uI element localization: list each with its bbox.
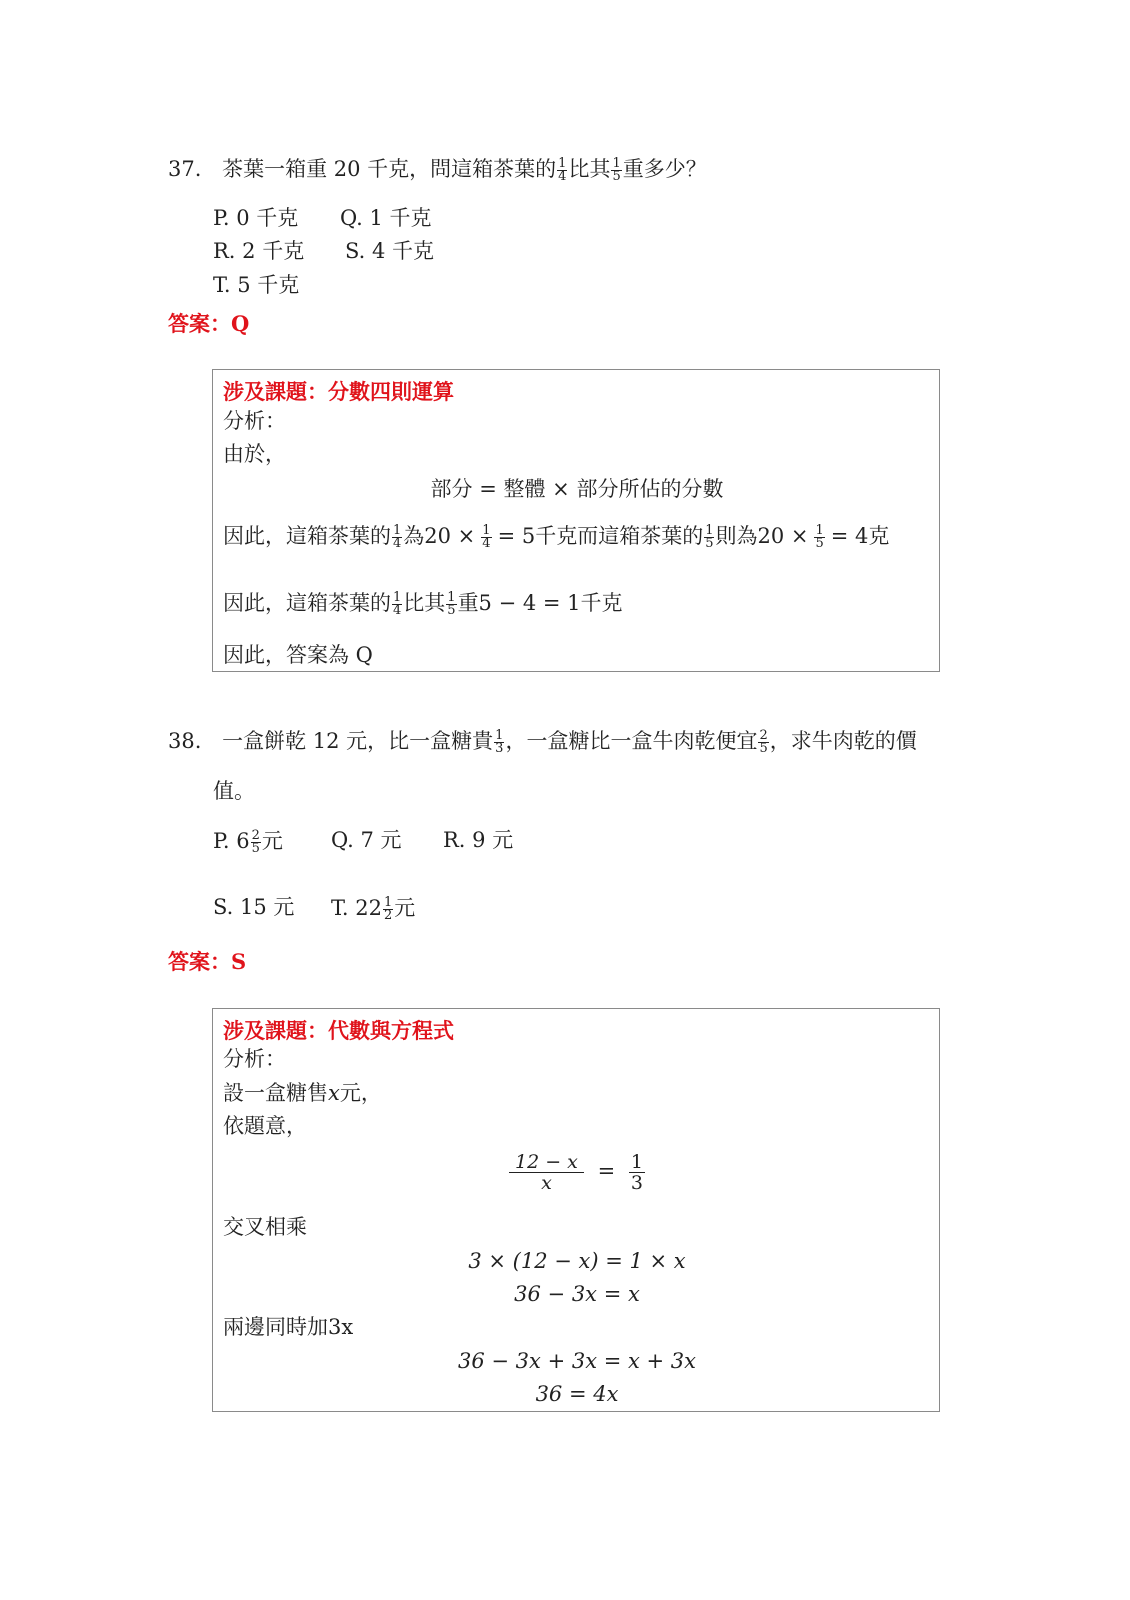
equation-fraction: $\frac{12 - x}{x}$ = $\frac{1}{3}$ xyxy=(213,1152,941,1193)
topic-heading: 涉及課題：代數與方程式 xyxy=(223,1018,454,1043)
equation: 36 = 4x xyxy=(535,1382,619,1406)
option-s: S. 15 元 xyxy=(213,895,295,919)
question-number: 37. xyxy=(168,157,202,181)
option-p: P. 0 千克 xyxy=(213,206,299,230)
question-37: 37. 茶葉一箱重 20 千克，問這箱茶葉的 $\frac{1}{4}$ 比其 $\frac{1}{5}$ 重多少？ xyxy=(168,156,707,184)
analysis-box-38 xyxy=(212,1008,940,1412)
question-text: 茶葉一箱重 20 千克，問這箱茶葉的 xyxy=(222,157,557,181)
analysis-line: 依題意， xyxy=(223,1114,307,1138)
option-q: Q. 7 元 xyxy=(331,828,402,852)
fraction: $\frac{1}{5}$ xyxy=(612,156,621,184)
analysis-label: 分析： xyxy=(223,409,286,433)
question-38: 38. 一盒餅乾 12 元，比一盒糖貴 $\frac{1}{3}$ ，一盒糖比一盒牛肉乾便宜 $\frac{2}{5}$ ，求牛肉乾的價 xyxy=(168,728,917,756)
analysis-line: 兩邊同時加3x xyxy=(223,1315,354,1339)
option-t: T. 5 千克 xyxy=(213,273,300,297)
question-text: 一盒餅乾 12 元，比一盒糖貴 xyxy=(222,729,494,753)
analysis-line: 設一盒糖售x元， xyxy=(223,1081,382,1105)
option-s: S. 4 千克 xyxy=(345,239,435,263)
topic-heading: 涉及課題：分數四則運算 xyxy=(223,379,454,404)
answer-37: 答案：Q xyxy=(168,311,250,336)
analysis-line: 由於， xyxy=(223,442,286,466)
fraction: $\frac{1}{3}$ xyxy=(495,728,504,756)
option-r: R. 2 千克 xyxy=(213,239,305,263)
equation: 3 × (12 − x) = 1 × x xyxy=(468,1249,686,1273)
analysis-line: 因此，這箱茶葉的 $\frac{1}{4}$ 為20 × $\frac{1}{4}$ = 5千克而這箱茶葉的 $\frac{1}{5}$ 則為20 × $\frac{1}{5}$ = 4克 xyxy=(223,523,890,551)
equation: 36 − 3x = x xyxy=(514,1282,640,1306)
analysis-label: 分析： xyxy=(223,1047,286,1071)
option-q: Q. 1 千克 xyxy=(340,206,432,230)
question-number: 38. xyxy=(168,729,202,753)
analysis-box-37 xyxy=(212,369,940,672)
option-r: R. 9 元 xyxy=(443,828,514,852)
formula: 部分 = 整體 × 部分所佔的分數 xyxy=(430,477,724,501)
equation: 36 − 3x + 3x = x + 3x xyxy=(458,1349,696,1373)
answer-38: 答案：S xyxy=(168,949,247,974)
option-p: P. 6 $\frac{2}{5}$ 元 xyxy=(213,828,283,856)
fraction: $\frac{1}{4}$ xyxy=(558,156,567,184)
question-text-cont: 值。 xyxy=(213,779,255,803)
option-t: T. 22 $\frac{1}{2}$ 元 xyxy=(331,895,416,923)
fraction: $\frac{2}{5}$ xyxy=(759,728,768,756)
analysis-conclusion: 因此，答案為 Q xyxy=(223,643,373,667)
analysis-line: 交叉相乘 xyxy=(223,1215,307,1239)
analysis-line: 因此，這箱茶葉的 $\frac{1}{4}$ 比其 $\frac{1}{5}$ 重5 − 4 = 1千克 xyxy=(223,590,623,618)
